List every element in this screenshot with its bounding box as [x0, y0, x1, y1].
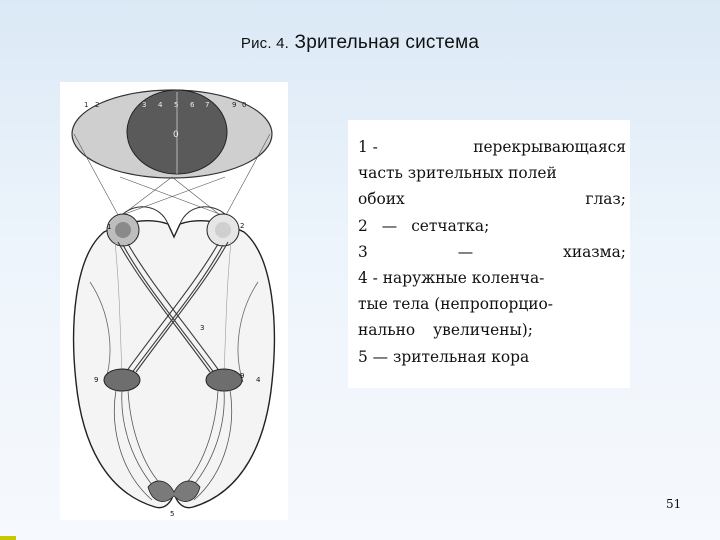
field-number: 0: [242, 101, 247, 109]
legend-line: 3 — хиазма;: [358, 242, 626, 261]
field-number: 9: [232, 101, 237, 109]
label-cortex: 5: [170, 510, 175, 518]
right-lgn: [206, 369, 245, 391]
legend-line: часть зрительных полей: [358, 164, 557, 183]
brain-visual-pathway-illustration: [60, 82, 288, 520]
legend-line: нально увеличены);: [358, 321, 533, 340]
field-number: 1: [84, 101, 89, 109]
legend-line: 1 - перекрывающаяся: [358, 138, 626, 156]
label-side: 9: [94, 376, 99, 384]
legend-line: 4 - наружные коленча-: [358, 269, 545, 288]
field-number: 5: [174, 101, 179, 109]
figure-number: Рис. 4.: [240, 35, 290, 52]
legend-line: 5 — зрительная кора: [358, 347, 530, 366]
label-eye: 1: [107, 223, 112, 231]
label-retina: 2: [240, 222, 245, 230]
legend-line: тые тела (непропорцио-: [358, 295, 553, 314]
page-number: 51: [666, 497, 682, 511]
legend-text: [358, 134, 626, 370]
legend-line: 2 — сетчатка;: [358, 216, 490, 235]
legend-line: обоих глаз;: [358, 190, 626, 209]
figure-legend: [348, 120, 630, 388]
field-number: 0: [173, 130, 179, 140]
label-chiasm: 3: [200, 324, 205, 332]
slide-title: [0, 32, 720, 54]
corner-accent: [0, 536, 16, 540]
figure-title: Зрительная система: [294, 32, 480, 53]
left-lgn: [104, 369, 140, 391]
field-number: 6: [190, 101, 195, 109]
field-number: 3: [142, 101, 147, 109]
visual-system-figure: [60, 82, 288, 520]
field-number: 2: [95, 101, 100, 109]
field-number: 4: [158, 101, 163, 109]
brain-outline: [74, 221, 275, 508]
label-side: 9: [240, 372, 245, 380]
field-number: 7: [205, 101, 210, 109]
label-lgn: 4: [256, 376, 261, 384]
